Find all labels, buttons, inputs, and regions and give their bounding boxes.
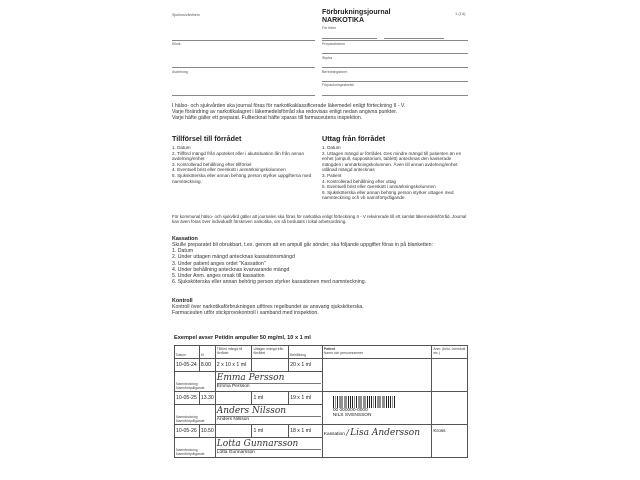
list-item: 1. Datum	[322, 145, 341, 150]
name-clarification: Lotta Gunnarsson	[217, 449, 321, 455]
table-row	[175, 392, 468, 405]
signature-cell	[215, 372, 322, 392]
intro-text	[172, 103, 472, 122]
col-time: Kl	[199, 346, 215, 359]
sign-label: Namnteckning	[176, 415, 198, 419]
col-note: Anm. (brist, överskott etc.)	[432, 346, 468, 359]
form-label: Beredningsform	[322, 70, 348, 74]
package-label: Förpackningsstorlek	[322, 83, 355, 87]
cell-date: 10-05-24	[175, 359, 200, 372]
cell-note	[432, 392, 468, 425]
name-clarification: Emma Persson	[217, 383, 321, 389]
form-title: Förbrukningsjournal	[322, 9, 391, 16]
list-item: 1. Datum	[172, 145, 191, 150]
period-label: För tiden	[322, 26, 337, 30]
signature-cell	[215, 405, 322, 425]
sign-label: Namnteckning	[176, 448, 198, 452]
list-item: 2. Uttagen mängd ur förrådet. Ges mindre mängd till patienten än en enhet (ampull, suppositorium, tablett) antecknas den kasserade mängden i anmärkningskolumnen. Även till annan avdelning/enhet utlånad mängd antecknas	[322, 150, 462, 173]
patient-id: 00 000000-0000	[332, 408, 368, 413]
signature: Emma Persson	[216, 373, 285, 383]
list-item: 5. Under Anm. anges orsak till kassation	[172, 273, 265, 280]
cell-patient	[322, 392, 431, 425]
col-date: Datum	[175, 346, 200, 359]
patient-name: NILS SVENSSON	[332, 413, 372, 418]
signature: Anders Nilsson	[216, 406, 287, 416]
sign-labels	[175, 438, 216, 458]
supply-heading: Tillförsel till förrådet	[172, 134, 242, 143]
clinic-label: Klinik	[172, 42, 181, 46]
control-line: Farmaceuten utför stickprovskontroll i samband med inspektion.	[172, 310, 319, 317]
cell-added	[215, 425, 252, 438]
list-item: 6. Sjuksköterska eller annan behörig person styrker kassationen med namnteckning.	[172, 279, 367, 286]
list-item: 6. Sjuksköterska eller annan behörig person styrker uttagen med namnteckning och vb namnförtydligande.	[322, 189, 454, 201]
cell-taken: 1 ml	[252, 425, 289, 438]
list-item: 1. Datum	[172, 248, 194, 255]
cell-taken	[252, 359, 289, 372]
cell-time: 10.50	[199, 425, 215, 438]
example-table	[174, 345, 468, 458]
cell-added: 2 x 10 x 1 ml	[215, 359, 252, 372]
strength-label: Styrka	[322, 56, 333, 60]
disposal-section	[172, 236, 472, 285]
control-heading: Kontroll	[172, 298, 193, 304]
signature-cell	[215, 438, 322, 458]
list-item: 5. Eventuell brist eller överskott i anmärkningskolumnen	[322, 184, 436, 190]
col-taken: Uttagen mängd från förrådet	[252, 346, 289, 359]
intro-line: Varje förändring av narkotikalagret i läkemedelsförråd ska redovisas enligt nedan angivna punkter.	[172, 109, 398, 116]
disposal-heading: Kassation	[172, 236, 198, 242]
cell-time: 13.30	[199, 392, 215, 405]
cell-patient: Kassation / Lisa Andersson	[322, 425, 431, 458]
clarify-label: Namnförtydligande	[176, 386, 205, 390]
col-patient	[322, 346, 431, 359]
supply-section	[172, 134, 312, 184]
cell-added	[215, 392, 252, 405]
intro-line: I hälso- och sjukvården ska journal föras för narkotikaklassificerade läkemedel enligt förteckning II - V.	[172, 103, 406, 109]
list-item: 3. Under patient anges ordet "Kassation"	[172, 260, 266, 267]
page-number: 1 (14)	[455, 11, 466, 16]
cell-date: 10-05-25	[175, 392, 200, 405]
table-row	[175, 425, 468, 438]
list-item: 4. Under behållning antecknas kvarvarande mängd	[172, 266, 290, 273]
withdrawal-section	[322, 134, 467, 201]
withdrawal-heading: Uttag från förrådet	[322, 134, 386, 143]
list-item: 5. Sjuksköterska eller annan behörig person styrker uppgifterna med namnteckning.	[172, 172, 312, 184]
cell-balance: 19 x 1 ml	[289, 392, 323, 405]
barcode	[333, 396, 395, 408]
col-added: Tillförd mängd till förrådet	[215, 346, 252, 359]
sign-label: Namnteckning	[176, 382, 198, 386]
intro-line: Varje häfte gäller ett preparat. Fulltecknat häfte sparas till farmaceutens inspektion.	[172, 115, 363, 122]
disposal-intro: Skulle preparatet bli obrukbart, t.ex. genom att en ampull går sönder, ska följande uppgifter föras in på blanketten:	[172, 242, 433, 248]
sign-labels	[175, 372, 216, 392]
patient-signature: Lisa Andersson	[350, 428, 421, 438]
signature: Lotta Gunnarsson	[216, 439, 299, 449]
example-title: Exempel avser Petidin ampuller 50 mg/ml, 10 x 1 ml	[174, 335, 311, 341]
cell-patient	[322, 359, 431, 392]
form-subtitle: NARKOTIKA	[322, 17, 364, 24]
table-row	[175, 359, 468, 372]
clarify-label: Namnförtydligande	[176, 452, 205, 456]
control-section	[172, 298, 472, 316]
col-balance: Behållning	[289, 346, 323, 359]
control-line: Kontroll över narkotikaförbrukningen utföres regelbundet av ansvarig sjuksköterska.	[172, 304, 364, 310]
cell-balance: 18 x 1 ml	[289, 425, 323, 438]
clarify-label: Namnförtydligande	[176, 419, 205, 423]
cell-note	[432, 359, 468, 392]
col-patient-sub: Namn och personnummer	[323, 351, 364, 355]
cell-balance: 20 x 1 ml	[289, 359, 323, 372]
cell-time: 8.00	[199, 359, 215, 372]
table-header	[175, 346, 468, 359]
list-item: 3. Patient	[322, 172, 342, 178]
list-item: 4. Eventuell brist eller överskott i anmärkningskolumnen	[172, 167, 286, 173]
cell-date: 10-05-26	[175, 425, 200, 438]
ward-label: Avdelning	[172, 70, 188, 74]
municipal-text: För kommunal hälso- och sjukvård gäller att journalen ska föras för narkotika enligt förteckning II - V rekvirerade till ett samlat läkemedelsförråd. Journal kan även föras över individuellt förskriven narkotika, om så beslutats i lokal arbetsordning.	[172, 214, 467, 225]
preparation-label: Preparatnamn	[322, 42, 345, 46]
list-item: 4. Kontrollerad behållning efter uttag	[322, 178, 397, 184]
list-item: 2. Tillförd mängd från apoteket eller i akutsituation lån från annan avdelning/enhet	[172, 150, 305, 162]
cell-note: Kross	[432, 425, 468, 458]
patient-text: Kassation	[323, 432, 345, 437]
list-item: 3. Kontrollerad behållning efter tillförsel	[172, 161, 252, 167]
name-clarification: Anders Nilsson	[217, 416, 321, 422]
cell-taken: 1 ml	[252, 392, 289, 405]
hospital-label: Sjukhus/vårdhem	[172, 13, 200, 17]
sign-labels	[175, 405, 216, 425]
col-patient-title: Patient	[323, 347, 336, 351]
list-item: 2. Under uttagen mängd antecknas kassationsmängd	[172, 254, 295, 261]
